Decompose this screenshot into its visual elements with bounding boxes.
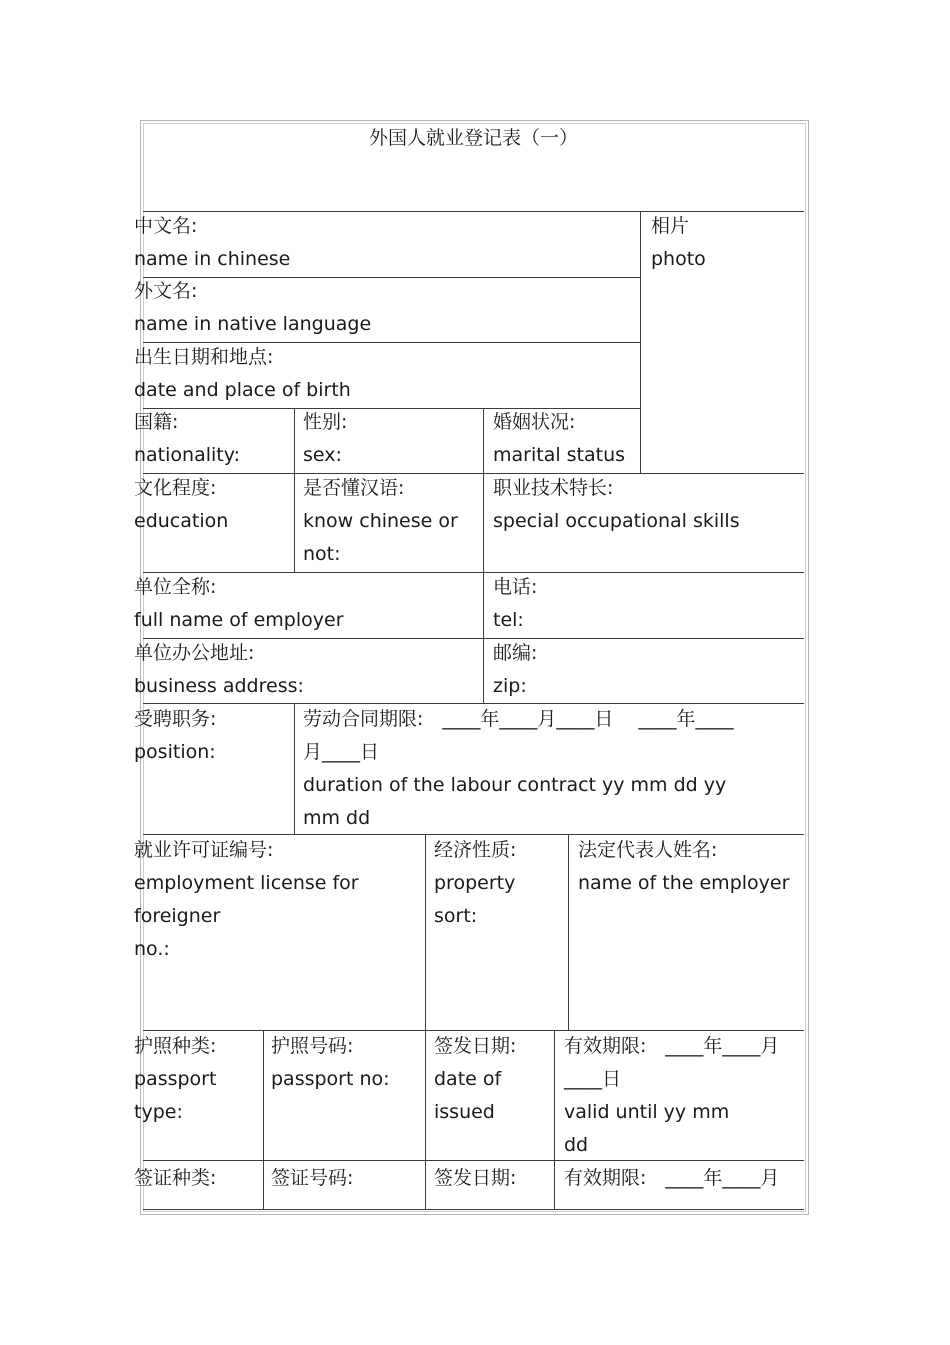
label-en: education	[134, 510, 229, 532]
label-en: marital status	[493, 444, 626, 466]
label-zh: 护照种类:	[134, 1035, 217, 1057]
label-zh: 签证号码:	[271, 1167, 354, 1189]
field-position[interactable]	[134, 703, 216, 769]
label-zh: 就业许可证编号:	[134, 839, 274, 861]
col-divider	[294, 703, 295, 834]
label-line: 有效期限: ____年____月	[564, 1167, 780, 1189]
label-zh: 婚姻状况:	[493, 411, 576, 433]
label-zh: 中文名:	[134, 215, 198, 237]
label-zh: 单位全称:	[134, 576, 217, 598]
col-divider	[263, 1030, 264, 1209]
label-zh: 法定代表人姓名:	[578, 839, 718, 861]
label-zh: 经济性质:	[434, 839, 517, 861]
field-marital-status[interactable]	[493, 406, 625, 472]
label-en: nationality:	[134, 444, 240, 466]
field-employer-name[interactable]	[134, 571, 344, 637]
field-visa-valid-until[interactable]	[564, 1162, 779, 1195]
field-license-no[interactable]	[134, 834, 359, 966]
label-line: ____日	[564, 1068, 622, 1090]
label-en: name in native language	[134, 313, 372, 335]
label-zh: 单位办公地址:	[134, 642, 255, 664]
col-divider	[483, 408, 484, 572]
field-visa-type[interactable]	[134, 1162, 216, 1195]
label-en: position:	[134, 741, 216, 763]
col-divider	[483, 572, 484, 703]
col-divider	[554, 1030, 555, 1209]
col-divider	[568, 834, 569, 1030]
field-visa-no[interactable]	[271, 1162, 353, 1195]
field-legal-representative[interactable]	[578, 834, 789, 900]
label-en: name in chinese	[134, 248, 291, 270]
field-passport-no[interactable]	[271, 1030, 390, 1096]
label-en: sex:	[303, 444, 342, 466]
col-divider	[640, 211, 641, 473]
form-title: 外国人就业登记表（一）	[368, 127, 578, 149]
field-passport-valid-until[interactable]	[564, 1030, 779, 1162]
field-nationality[interactable]	[134, 406, 240, 472]
label-zh: 护照号码:	[271, 1035, 354, 1057]
label-en: property	[434, 872, 516, 894]
label-en: passport	[134, 1068, 217, 1090]
label-en: know chinese or	[303, 510, 458, 532]
label-en: special occupational skills	[493, 510, 740, 532]
label-line: 有效期限: ____年____月	[564, 1035, 780, 1057]
label-zh: 签证种类:	[134, 1167, 217, 1189]
label-en: foreigner	[134, 905, 221, 927]
label-en: sort:	[434, 905, 478, 927]
label-zh: 受聘职务:	[134, 708, 217, 730]
label-line: mm dd	[303, 807, 371, 829]
label-zh: 性别:	[303, 411, 348, 433]
label-zh: 文化程度:	[134, 477, 217, 499]
row-divider	[143, 1209, 804, 1210]
label-zh: 邮编:	[493, 642, 538, 664]
label-zh: 签发日期:	[434, 1035, 517, 1057]
field-name-chinese[interactable]	[134, 210, 290, 276]
field-sex[interactable]	[303, 406, 347, 472]
field-property-sort[interactable]	[434, 834, 516, 933]
label-zh: 是否懂汉语:	[303, 477, 405, 499]
field-tel[interactable]	[493, 571, 537, 637]
field-photo[interactable]	[651, 210, 706, 276]
label-en: not:	[303, 543, 341, 565]
label-line: 劳动合同期限: ____年____月____日 ____年____	[303, 708, 734, 730]
col-divider	[425, 1030, 426, 1209]
label-en: passport no:	[271, 1068, 390, 1090]
label-en: date of	[434, 1068, 502, 1090]
label-en: name of the employer	[578, 872, 790, 894]
label-zh: 签发日期:	[434, 1167, 517, 1189]
field-zip[interactable]	[493, 637, 537, 703]
field-passport-issue-date[interactable]	[434, 1030, 516, 1129]
label-en: date and place of birth	[134, 379, 351, 401]
label-en: issued	[434, 1101, 495, 1123]
label-zh: 相片	[651, 215, 690, 237]
field-education[interactable]	[134, 472, 228, 538]
label-zh: 外文名:	[134, 280, 198, 302]
label-en: business address:	[134, 675, 304, 697]
label-zh: 职业技术特长:	[493, 477, 614, 499]
field-birth[interactable]	[134, 341, 351, 407]
field-contract-duration[interactable]	[303, 703, 733, 835]
field-visa-issue-date[interactable]	[434, 1162, 516, 1195]
label-en: tel:	[493, 609, 524, 631]
label-zh: 出生日期和地点:	[134, 346, 274, 368]
field-chinese-knowledge[interactable]	[303, 472, 458, 571]
label-en: type:	[134, 1101, 183, 1123]
label-line: valid until yy mm	[564, 1101, 730, 1123]
label-zh: 国籍:	[134, 411, 179, 433]
label-en: zip:	[493, 675, 527, 697]
label-en: no.:	[134, 938, 170, 960]
label-line: dd	[564, 1134, 589, 1156]
label-en: photo	[651, 248, 706, 270]
label-line: duration of the labour contract yy mm dd yy	[303, 774, 727, 796]
field-business-address[interactable]	[134, 637, 304, 703]
label-line: 月____日	[303, 741, 380, 763]
label-en: employment license for	[134, 872, 359, 894]
field-special-skills[interactable]	[493, 472, 740, 538]
label-zh: 电话:	[493, 576, 538, 598]
col-divider	[425, 834, 426, 1030]
col-divider	[294, 408, 295, 572]
field-passport-type[interactable]	[134, 1030, 216, 1129]
field-name-native[interactable]	[134, 275, 371, 341]
label-en: full name of employer	[134, 609, 344, 631]
